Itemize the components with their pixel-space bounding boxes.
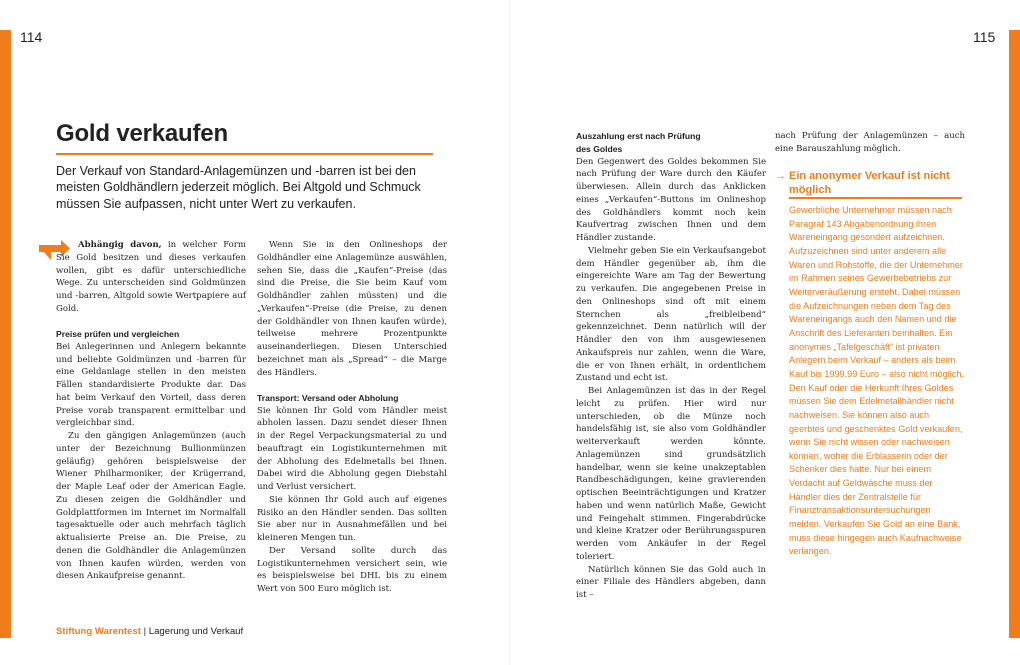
col4-continuation: nach Prüfung der Anlagemünzen – auch eine Barauszahlung möglich. (775, 131, 965, 154)
col2-paragraph-1: Wenn Sie in den Onlineshops der Goldhändler eine Anlagemünze auswählen, sehen Sie, dass die „Kaufen“-Preise (das sind die Preise, die Sie beim Kauf vom Goldhändler zahlen müssten) und die „Verkaufen“-Preise (die Preise, zu denen der Goldhändler von Ihnen kaufen würde), teilweise mehrere Prozentpunkte auseinanderliegen. Diesen Unterschied bezeichnet man als „Spread“ – die Marge des Händlers. (257, 240, 447, 378)
heading-preise-pruefen: Preise prüfen und vergleichen (56, 329, 180, 339)
column-2 (257, 239, 447, 596)
footer-brand: Stiftung Warentest (56, 626, 141, 637)
sidebar-heading-rule (789, 197, 962, 199)
column-3 (576, 130, 766, 602)
sidebar-heading: Ein anonymer Verkauf ist nicht möglich (789, 170, 950, 196)
footer-section: Lagerung und Verkauf (148, 626, 244, 637)
col2-paragraph-3: Sie können Ihr Gold auch auf eigenes Risiko an den Händler senden. Das sollten Sie aber nur in Ausnahmefällen und bei kleineren Mengen tun. (257, 494, 447, 543)
page-footer (56, 626, 243, 637)
col2-paragraph-4: Der Versand sollte durch das Logistikunternehmen versichert sein, wie es beispielsweise bei DHL bis zu einem Wert von 500 Euro möglich ist. (257, 545, 447, 594)
sidebar-heading-block (775, 170, 965, 197)
left-page-number: 114 (20, 29, 43, 45)
heading-auszahlung: Auszahlung erst nach Prüfung des Goldes (576, 131, 701, 154)
left-edge-bar (0, 30, 11, 638)
page-spine (509, 0, 510, 665)
intro-paragraph (56, 239, 246, 316)
right-edge-bar (1009, 30, 1020, 638)
column-4 (775, 130, 965, 156)
lead-paragraph: Der Verkauf von Standard-Anlagemünzen und -barren ist bei den meisten Goldhändlern jederzeit möglich. Bei Altgold und Schmuck müssen Sie aufpassen, nicht unter Wert zu verkaufen. (56, 164, 421, 211)
col3-paragraph-4: Natürlich können Sie das Gold auch in einer Filiale des Händlers abgeben, dann ist – (576, 564, 766, 600)
col3-paragraph-1: Den Gegenwert des Goldes bekommen Sie nach Prüfung der Ware durch den Käufer überwiesen. Allein durch das Anklicken eines „Verkaufen“-Buttons im Onlineshop des Goldhändlers kommt noch kein Kaufvertrag zwischen Ihnen und dem Händler zustande. (576, 156, 766, 243)
col2-paragraph-2: Sie können Ihr Gold vom Händler meist abholen lassen. Dazu sendet dieser Ihnen in der Regel Verpackungsmaterial zu und beauftragt ein Logistikunternehmen mit der Abholung des Edelmetalls bei Ihnen. Dabei wird die Abholung gegen Diebstahl und Verlust versichert. (257, 405, 447, 492)
intro-rest: in welcher Form Sie Gold besitzen und dieses verkaufen wollen, gibt es dafür unterschiedliche Wege. Zu unterscheiden sind Goldmünzen und -barren, Altgold sowie Wertpapiere auf Gold. (56, 240, 246, 314)
col1-paragraph-2: Zu den gängigen Anlagemünzen (auch unter der Bezeichnung Bullionmünzen geläufig) gehören beispielsweise der Wiener Philharmoniker, der Krügerrand, der Maple Leaf oder der American Eagle. Zu diesen zeigen die Goldhändler und Goldplattformen im Internet im Normalfall tagesaktuelle oder auch mehrfach täglich aktualisierte Preise an. Die Preise, zu denen die Goldhändler die Anlagemünzen von Ihnen kaufen würden, werden von diesen Ankaufpreise genannt. (56, 431, 246, 582)
arrow-right-icon: → (775, 170, 786, 182)
right-page-number: 115 (973, 29, 996, 45)
column-1 (56, 239, 246, 583)
intro-lead-bold: Abhängig davon, (78, 240, 162, 250)
heading-transport: Transport: Versand oder Abholung (257, 392, 399, 403)
page-title: Gold verkaufen (56, 120, 228, 147)
col1-paragraph-1: Bei Anlegerinnen und Anlegern bekannte und beliebte Goldmünzen und -barren für eine Geldanlage stellen in den meisten Fällen standardisierte Produkte dar. Das hat beim Verkauf den Vorteil, dass deren Preise vorab transparent ermittelbar und vergleichbar sind. (56, 341, 246, 429)
footer-separator: | (143, 626, 147, 637)
col3-paragraph-3: Bei Anlagemünzen ist das in der Regel leicht zu prüfen. Hier wird nur unterschieden, ob die Münze noch handelsfähig ist, sie also vom Goldhändler weiterverkauft werden könnte. Anlagemünzen sind grundsätzlich handelbar, wenn sie keine unakzeptablen Randbeschädigungen, keine gravierenden optischen Beeinträchtigungen und Kratzer haben und wenn natürlich Maße, Gewicht und Feingehalt stimmen. Fingerabdrücke und kleine Kratzer oder Berührungsspuren werden vom Ankäufer in der Regel toleriert. (576, 386, 766, 562)
sidebar-body: Gewerbliche Unternehmer müssen nach Paragraf 143 Abgabenordnung ihren Wareneingang gesondert aufzeichnen. Aufzuzeichnen sind unter anderem alle Waren und Rohstoffe, die der Unternehmer im Rahmen seines Gewerbebetriebs zur Weiterveräußerung ersteht. Dabei müssen die Aufzeichnungen neben dem Tag des Wareneingangs auch den Namen und die Anschrift des Lieferanten beinhalten. Ein anonymes „Tafelgeschäft“ ist privaten Anlegern beim Verkauf – anders als beim Kauf bis 1999,99 Euro – also nicht möglich. Den Kauf oder die Herkunft Ihres Goldes müssen Sie dem Edelmetallhändler nicht nachweisen. Sie können also auch geerbtes und geschenktes Gold verkaufen, wenn Sie nicht wissen oder nachweisen können, woher die Erblasserin oder der Schenker dies hatte. Nur bei einem Verdacht auf Geldwäsche muss der Händler dies der Zentralstelle für Finanztransaktionsuntersuchungen melden. Verkaufen Sie Gold an eine Bank, muss diese hingegen auch Kaufnachweise verlangen. (789, 205, 964, 557)
col3-paragraph-2: Vielmehr geben Sie ein Verkaufsangebot dem Händler gegenüber ab, ihm die eingereichte Ware am Tag der Bewertung zu verkaufen. Die angegebenen Preise in den Onlineshops sind oft mit einem Sternchen als „freibleibend“ gekennzeichnet. Denn natürlich will der Händler den von ihm ausgewiesenen Ankaufspreis nur zahlen, wenn die Ware, die er von Ihnen erhält, in ordentlichem Zustand und echt ist. (576, 245, 766, 384)
title-underline (56, 153, 433, 155)
